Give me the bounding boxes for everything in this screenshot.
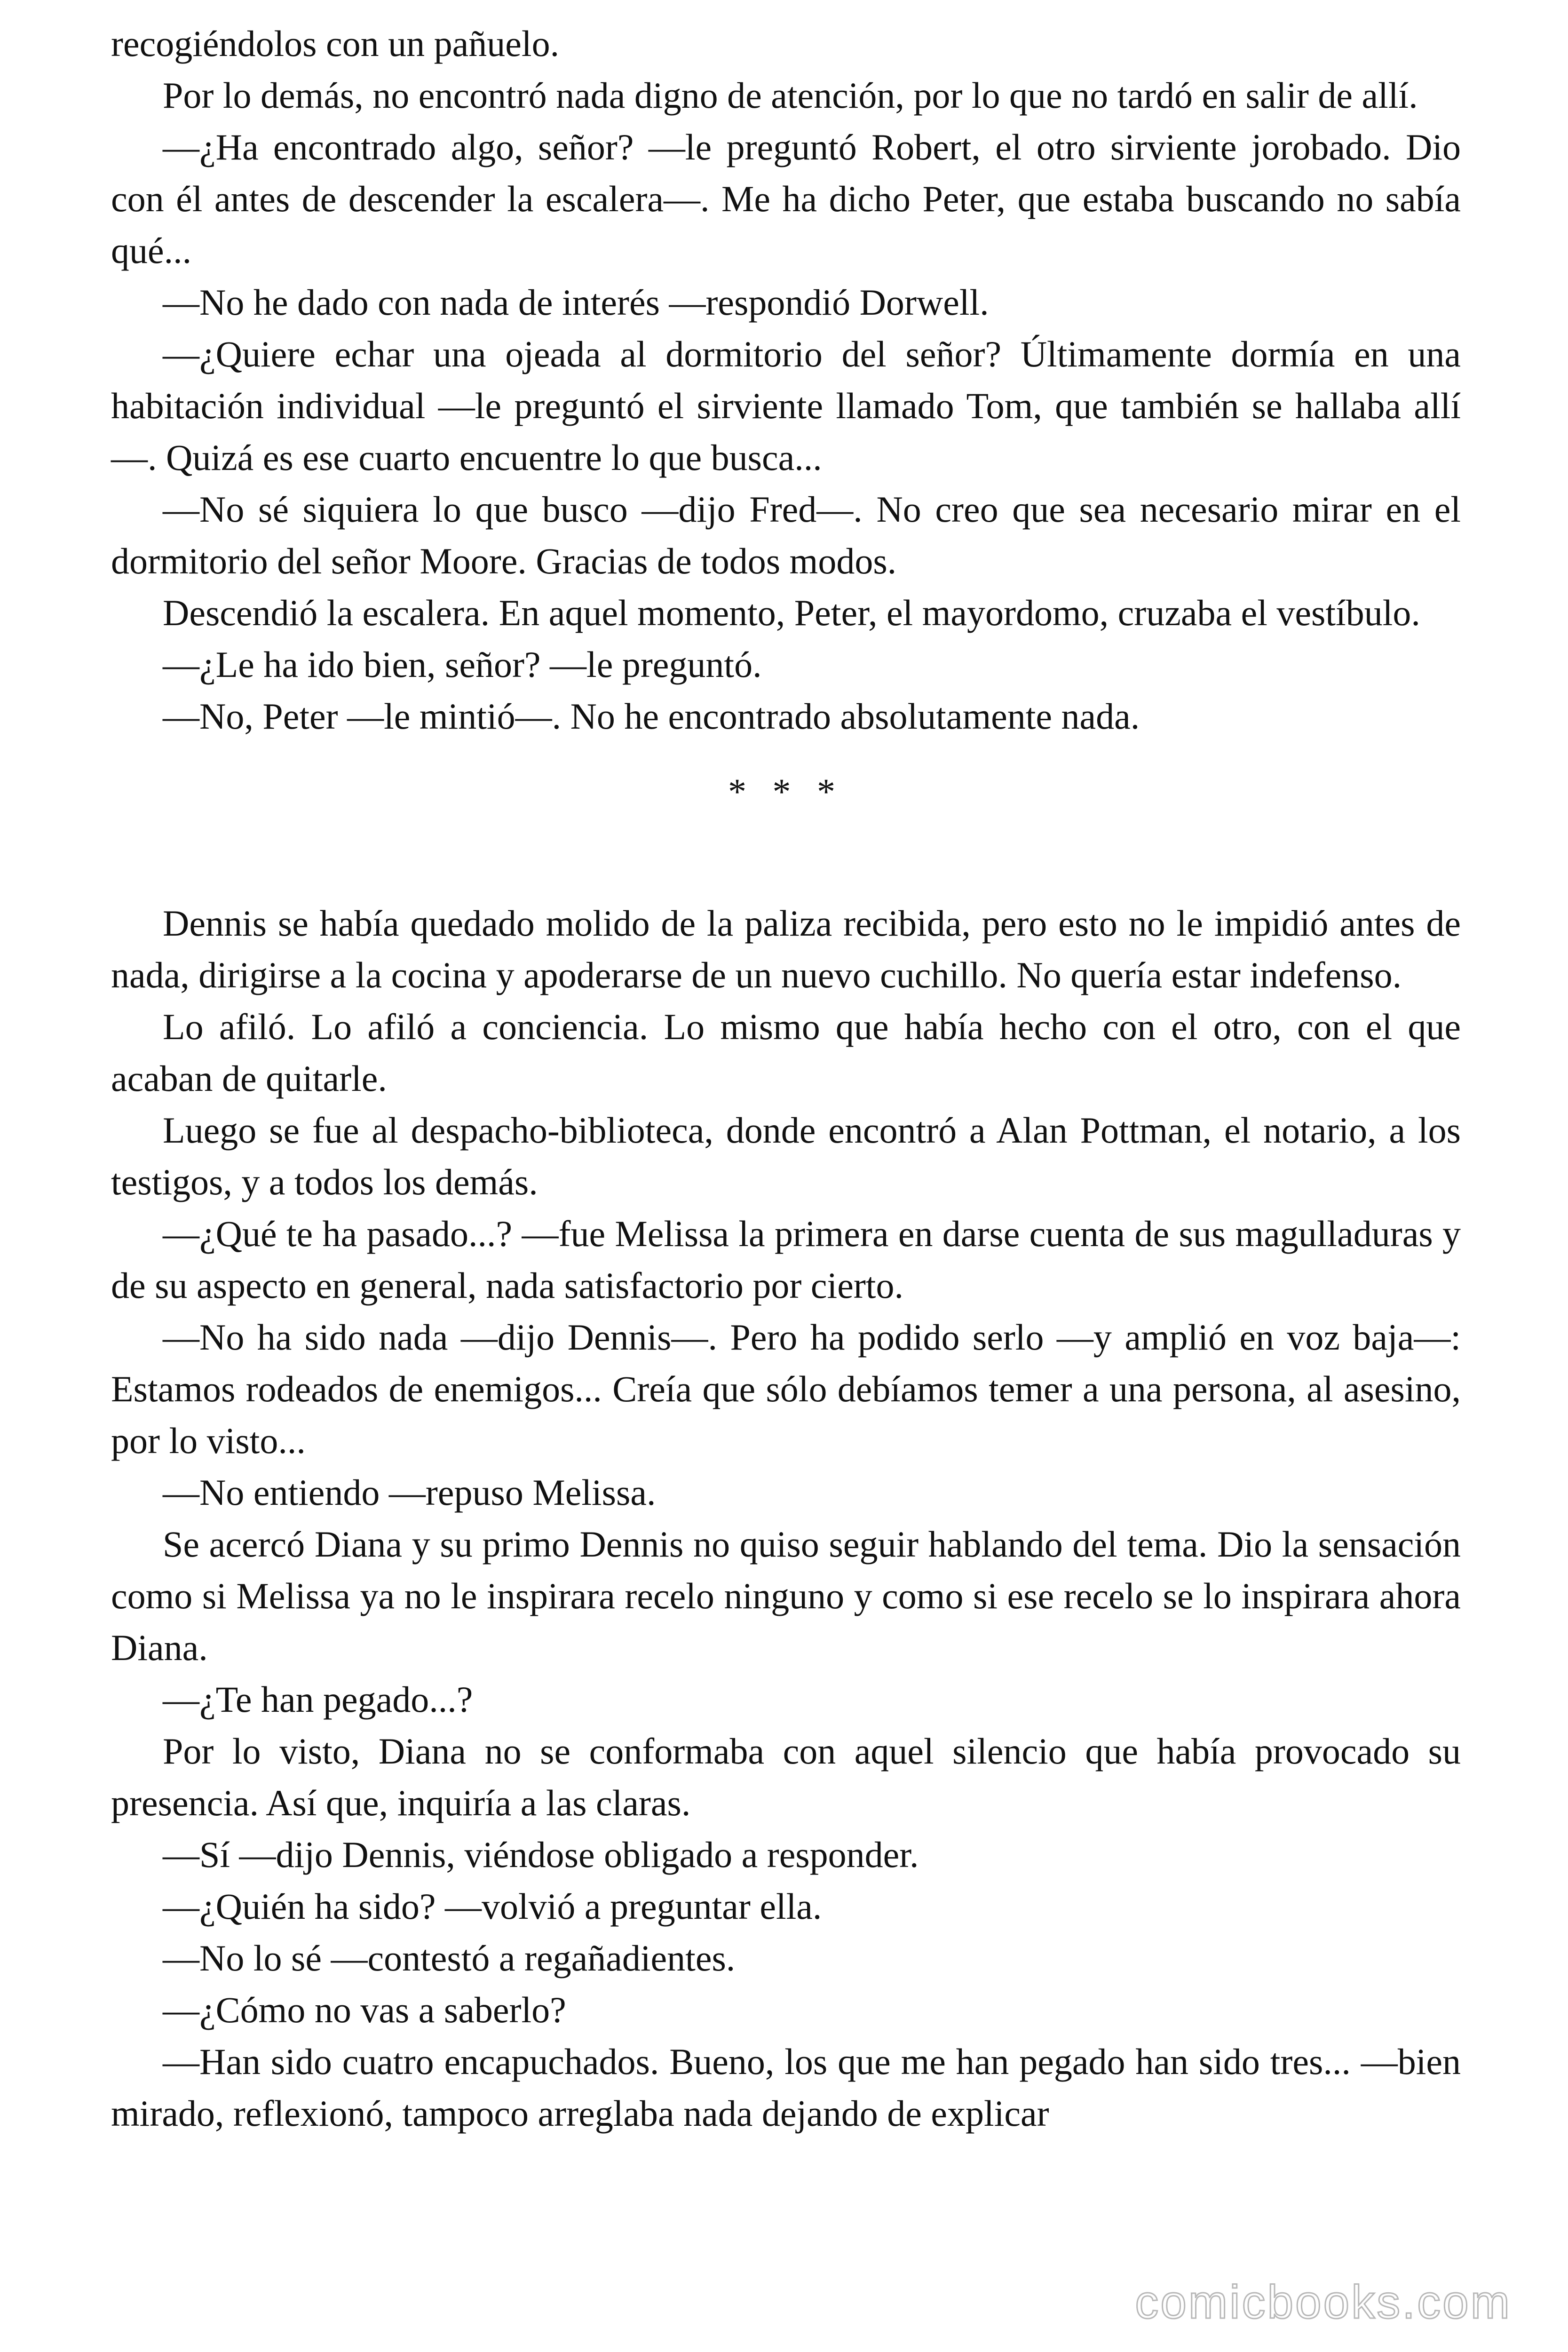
paragraph: —No, Peter —le mintió—. No he encontrado absolutamente nada.	[163, 696, 1140, 737]
paragraph: Luego se fue al despacho-biblioteca, donde encontró a Alan Pottman, el notario, a los testigos, y a todos los demás.	[111, 1110, 1461, 1202]
paragraph: Descendió la escalera. En aquel momento, Peter, el mayordomo, cruzaba el vestíbulo.	[163, 592, 1420, 633]
paragraph: Por lo demás, no encontró nada digno de atención, por lo que no tardó en salir de allí.	[163, 75, 1418, 116]
paragraph: —¿Quién ha sido? —volvió a preguntar ella.	[163, 1886, 822, 1927]
paragraph: —No lo sé —contestó a regañadientes.	[163, 1938, 736, 1979]
paragraph: —No sé siquiera lo que busco —dijo Fred—. No creo que sea necesario mirar en el dormitorio del señor Moore. Gracias de todos modos.	[111, 489, 1461, 581]
paragraph: Lo afiló. Lo afiló a conciencia. Lo mismo que había hecho con el otro, con el que acaban de quitarle.	[111, 1006, 1461, 1099]
text-column	[111, 18, 1461, 2139]
paragraph: Dennis se había quedado molido de la paliza recibida, pero esto no le impidió antes de nada, dirigirse a la cocina y apoderarse de un nuevo cuchillo. No quería estar indefenso.	[111, 903, 1461, 995]
paragraph: —¿Te han pegado...?	[163, 1679, 473, 1720]
paragraph: Se acercó Diana y su primo Dennis no quiso seguir hablando del tema. Dio la sensación como si Melissa ya no le inspirara recelo ninguno y como si ese recelo se lo inspirara ahora Diana.	[111, 1524, 1461, 1668]
paragraph: Por lo visto, Diana no se conformaba con aquel silencio que había provocado su presencia. Así que, inquiría a las claras.	[111, 1731, 1461, 1823]
paragraph: recogiéndolos con un pañuelo.	[111, 23, 560, 64]
paragraph: —¿Cómo no vas a saberlo?	[163, 1989, 566, 2030]
paragraph: —¿Qué te ha pasado...? —fue Melissa la primera en darse cuenta de sus magulladuras y de su aspecto en general, nada satisfactorio por cierto.	[111, 1213, 1461, 1306]
paragraph: —No entiendo —repuso Melissa.	[163, 1472, 656, 1513]
paragraph: —¿Quiere echar una ojeada al dormitorio del señor? Últimamente dormía en una habitación individual —le preguntó el sirviente llamado Tom, que también se hallaba allí—. Quizá es ese cuarto encuentre lo que busca...	[111, 334, 1461, 478]
paragraph: —¿Le ha ido bien, señor? —le preguntó.	[163, 644, 762, 685]
paragraph: —No he dado con nada de interés —respondió Dorwell.	[163, 282, 989, 323]
paragraph: —¿Ha encontrado algo, señor? —le preguntó Robert, el otro sirviente jorobado. Dio con él antes de descender la escalera—. Me ha dicho Peter, que estaba buscando no sabía qué...	[111, 127, 1461, 271]
scene-break: * * *	[728, 771, 844, 812]
paragraph: —No ha sido nada —dijo Dennis—. Pero ha podido serlo —y amplió en voz baja—: Estamos rodeados de enemigos... Creía que sólo debíamos temer a una persona, al asesino, por lo visto...	[111, 1317, 1461, 1461]
paragraph: —Han sido cuatro encapuchados. Bueno, los que me han pegado han sido tres... —bien mirado, reflexionó, tampoco arreglaba nada dejando de explicar	[111, 2041, 1461, 2134]
paragraph: —Sí —dijo Dennis, viéndose obligado a responder.	[163, 1834, 919, 1875]
watermark: comicbooks.com	[1135, 2276, 1512, 2328]
